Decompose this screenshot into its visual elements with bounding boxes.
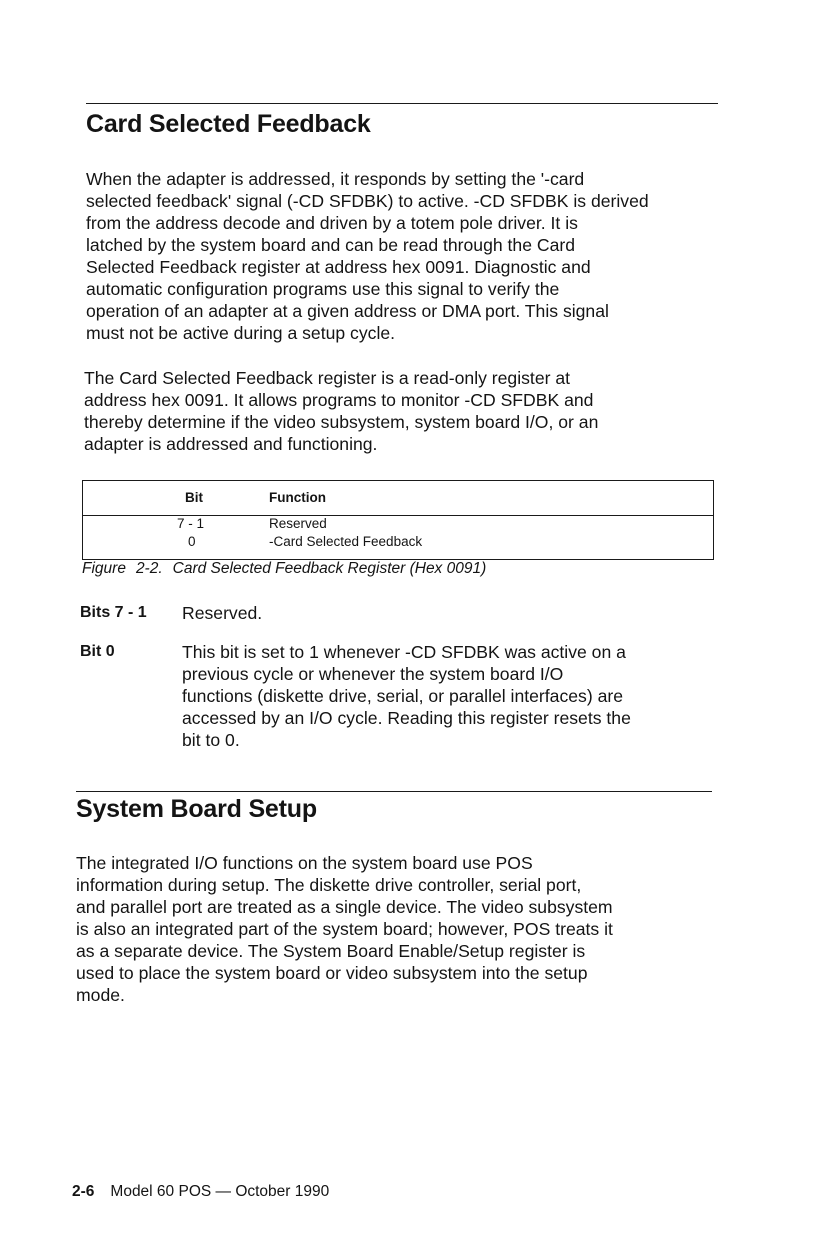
section-rule	[76, 791, 712, 792]
section-rule	[86, 103, 718, 104]
bit-description-0	[182, 641, 631, 751]
text-line: automatic configuration programs use this signal to verify the	[86, 279, 560, 299]
text-line: latched by the system board and can be read through the Card	[86, 235, 576, 255]
figure-caption	[82, 560, 486, 578]
section-title-system-board-setup: System Board Setup	[76, 795, 317, 823]
table-header-function: Function	[269, 490, 326, 505]
paragraph-system-board-setup	[76, 852, 613, 1006]
page-footer	[72, 1183, 329, 1201]
text-line: This bit is set to 1 whenever -CD SFDBK was active on a	[182, 642, 626, 662]
text-line: is also an integrated part of the system board; however, POS treats it	[76, 919, 613, 939]
text-line: accessed by an I/O cycle. Reading this register resets the	[182, 708, 631, 728]
paragraph-register-description	[84, 367, 598, 455]
text-line: previous cycle or whenever the system board I/O	[182, 664, 564, 684]
text-line: Reserved.	[182, 603, 263, 623]
text-line: operation of an adapter at a given address or DMA port. This signal	[86, 301, 609, 321]
figure-number: 2-2.	[135, 560, 163, 577]
text-line: functions (diskette drive, serial, or parallel interfaces) are	[182, 686, 624, 706]
text-line: bit to 0.	[182, 730, 240, 750]
text-line: and parallel port are treated as a single device. The video subsystem	[76, 897, 613, 917]
table-cell-function: -Card Selected Feedback	[269, 534, 423, 549]
page-number: 2-6	[72, 1183, 95, 1200]
register-table	[82, 480, 714, 560]
bit-description-7-1	[182, 602, 262, 624]
text-line: adapter is addressed and functioning.	[84, 434, 378, 454]
text-line: selected feedback' signal (-CD SFDBK) to active. -CD SFDBK is derived	[86, 191, 649, 211]
section-title-card-selected-feedback: Card Selected Feedback	[86, 110, 371, 138]
text-line: information during setup. The diskette drive controller, serial port,	[76, 875, 582, 895]
paragraph-card-selected-intro	[86, 168, 649, 344]
text-line: from the address decode and driven by a totem pole driver. It is	[86, 213, 578, 233]
table-cell-bit: 0	[188, 534, 196, 549]
figure-caption-text: Card Selected Feedback Register (Hex 0091)	[172, 560, 487, 577]
text-line: as a separate device. The System Board Enable/Setup register is	[76, 941, 586, 961]
text-line: must not be active during a setup cycle.	[86, 323, 396, 343]
text-line: mode.	[76, 985, 125, 1005]
table-cell-bit: 7 - 1	[177, 516, 205, 531]
table-cell-function: Reserved	[269, 516, 327, 531]
bit-term-7-1: Bits 7 - 1	[80, 604, 147, 621]
text-line: The Card Selected Feedback register is a read-only register at	[84, 368, 571, 388]
figure-label: Figure	[82, 560, 126, 577]
text-line: The integrated I/O functions on the system board use POS	[76, 853, 533, 873]
text-line: When the adapter is addressed, it responds by setting the '-card	[86, 169, 585, 189]
footer-text: Model 60 POS — October 1990	[110, 1183, 330, 1200]
text-line: address hex 0091. It allows programs to monitor -CD SFDBK and	[84, 390, 594, 410]
table-header-bit: Bit	[185, 490, 203, 505]
text-line: used to place the system board or video subsystem into the setup	[76, 963, 588, 983]
text-line: Selected Feedback register at address hex 0091. Diagnostic and	[86, 257, 591, 277]
bit-term-0: Bit 0	[80, 643, 115, 660]
text-line: thereby determine if the video subsystem, system board I/O, or an	[84, 412, 599, 432]
